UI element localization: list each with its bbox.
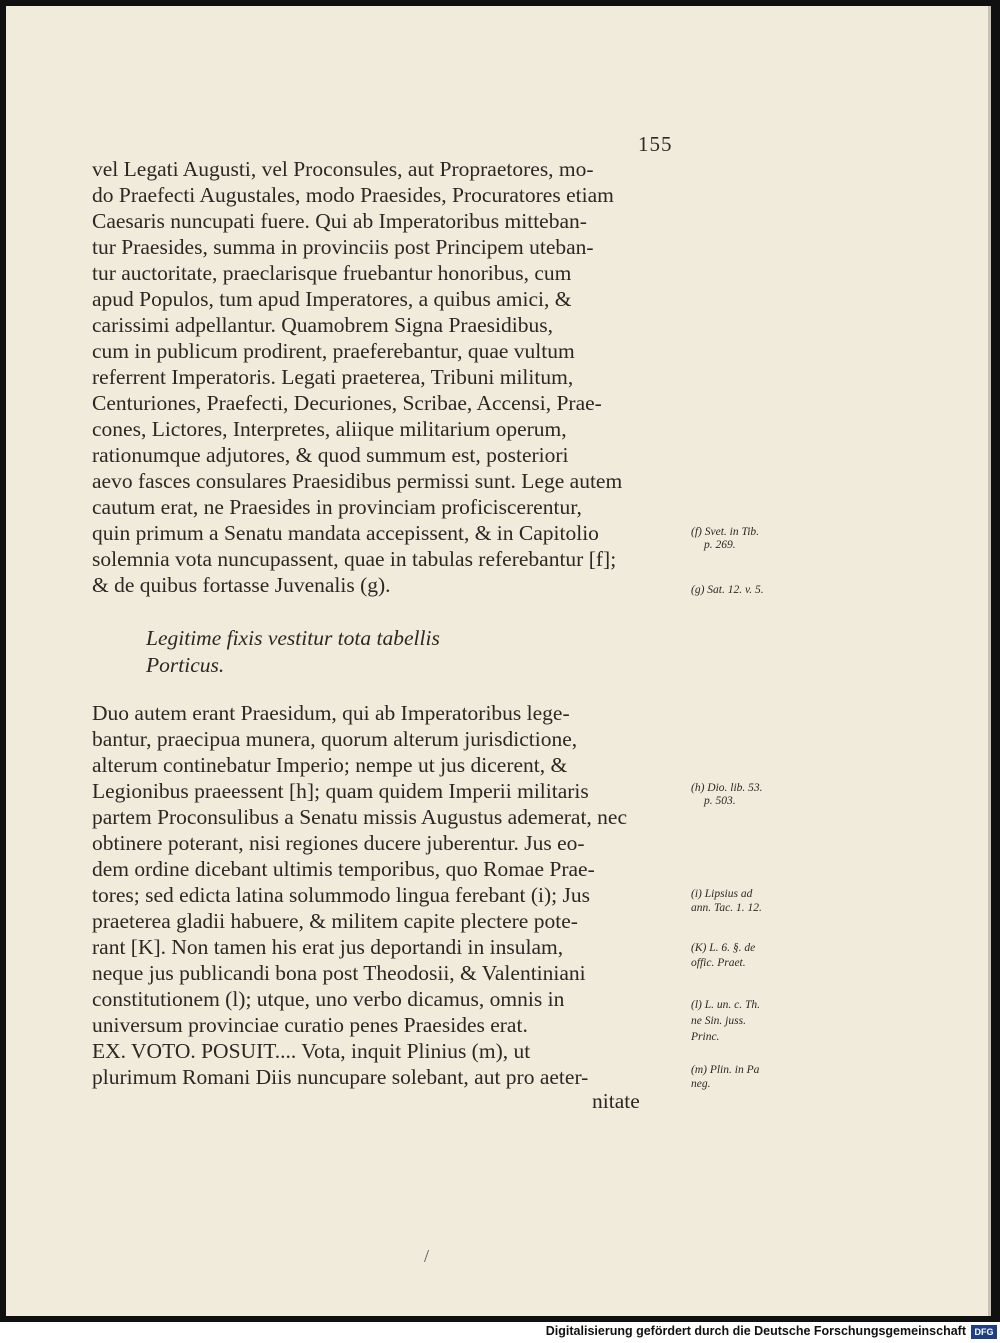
marginal-note: (f) Svet. in Tib. — [691, 526, 760, 538]
marginal-note: (K) L. 6. §. de — [691, 942, 756, 954]
marginal-note: (h) Dio. lib. 53. — [691, 782, 763, 794]
marginal-note: (i) Lipsius ad — [691, 888, 753, 900]
marginal-note: offic. Praet. — [691, 957, 746, 969]
text-line: EX. VOTO. POSUIT.... Vota, inquit Plinius (m), ut — [92, 1039, 531, 1063]
text-line: apud Populos, tum apud Imperatores, a quibus amici, & — [92, 287, 572, 311]
verse-line: Legitime fixis vestitur tota tabellis — [146, 626, 440, 650]
footer-bar — [0, 1322, 1000, 1343]
text-line: do Praefecti Augustales, modo Praesides, Procuratores etiam — [92, 183, 614, 207]
text-line: tores; sed edicta latina solummodo lingua ferebant (i); Jus — [92, 883, 590, 907]
text-line: constitutionem (l); utque, uno verbo dicamus, omnis in — [92, 987, 565, 1011]
text-line: Duo autem erant Praesidum, qui ab Imperatoribus lege- — [92, 701, 570, 725]
text-line: tur Praesides, summa in provinciis post Principem uteban- — [92, 235, 594, 259]
gutter-mark: / — [424, 1246, 430, 1266]
marginal-note: (g) Sat. 12. v. 5. — [691, 584, 764, 596]
marginal-note: ann. Tac. 1. 12. — [691, 902, 762, 914]
text-line: cum in publicum prodirent, praeferebantur, quae vultum — [92, 339, 575, 363]
text-line: partem Proconsulibus a Senatu missis Augustus ademerat, nec — [92, 805, 628, 829]
text-line: dem ordine dicebant ultimis temporibus, quo Romae Prae- — [92, 857, 595, 881]
marginal-note: (m) Plin. in Pa — [691, 1064, 760, 1076]
marginal-note: ne Sin. juss. — [691, 1015, 746, 1027]
marginal-note: (l) L. un. c. Th. — [691, 999, 760, 1011]
marginal-note: Princ. — [691, 1031, 720, 1043]
dfg-logo-icon: DFG — [971, 1325, 997, 1339]
text-line: referrent Imperatoris. Legati praeterea, Tribuni militum, — [92, 365, 574, 389]
catchword: nitate — [592, 1089, 640, 1113]
marginal-note: p. 503. — [704, 795, 736, 807]
text-line: carissimi adpellantur. Quamobrem Signa Praesidibus, — [92, 313, 553, 337]
text-line: rationumque adjutores, & quod summum est, posteriori — [92, 443, 569, 467]
text-line: rant [K]. Non tamen his erat jus deportandi in insulam, — [92, 935, 564, 959]
text-line: alterum continebatur Imperio; nempe ut jus dicerent, & — [92, 753, 568, 777]
text-line: plurimum Romani Diis nuncupare solebant, aut pro aeter- — [92, 1065, 589, 1089]
text-line: universum provinciae curatio penes Praesides erat. — [92, 1013, 528, 1037]
text-line: tur auctoritate, praeclarisque fruebantur honoribus, cum — [92, 261, 572, 285]
verse-line: Porticus. — [146, 653, 225, 677]
text-line: quin primum a Senatu mandata accepissent, & in Capitolio — [92, 521, 599, 545]
text-line: aevo fasces consulares Praesidibus permissi sunt. Lege autem — [92, 469, 623, 493]
text-line: cones, Lictores, Interpretes, aliique militarium operum, — [92, 417, 567, 441]
text-line: solemnia vota nuncupassent, quae in tabulas referebantur [f]; — [92, 547, 617, 571]
text-line: Legionibus praeessent [h]; quam quidem Imperii militaris — [92, 779, 589, 803]
text-line: obtinere poterant, nisi regiones ducere juberentur. Jus eo- — [92, 831, 585, 855]
text-line: Caesaris nuncupati fuere. Qui ab Imperatoribus mitteban- — [92, 209, 587, 233]
text-line: & de quibus fortasse Juvenalis (g). — [92, 573, 391, 597]
book-page — [6, 6, 991, 1316]
marginal-note: p. 269. — [704, 539, 736, 551]
text-line: bantur, praecipua munera, quorum alterum jurisdictione, — [92, 727, 578, 751]
text-line: vel Legati Augusti, vel Proconsules, aut Propraetores, mo- — [92, 157, 594, 181]
text-line: neque jus publicandi bona post Theodosii, & Valentiniani — [92, 961, 586, 985]
text-line: cautum erat, ne Praesides in provinciam proficiscerentur, — [92, 495, 582, 519]
marginal-note: neg. — [691, 1078, 711, 1090]
text-line: praeterea gladii habuere, & militem capite plectere pote- — [92, 909, 578, 933]
footer-credit: Digitalisierung gefördert durch die Deutsche Forschungsgemeinschaft — [545, 1324, 966, 1338]
text-line: Centuriones, Praefecti, Decuriones, Scribae, Accensi, Prae- — [92, 391, 602, 415]
page-number: 155 — [638, 132, 673, 156]
